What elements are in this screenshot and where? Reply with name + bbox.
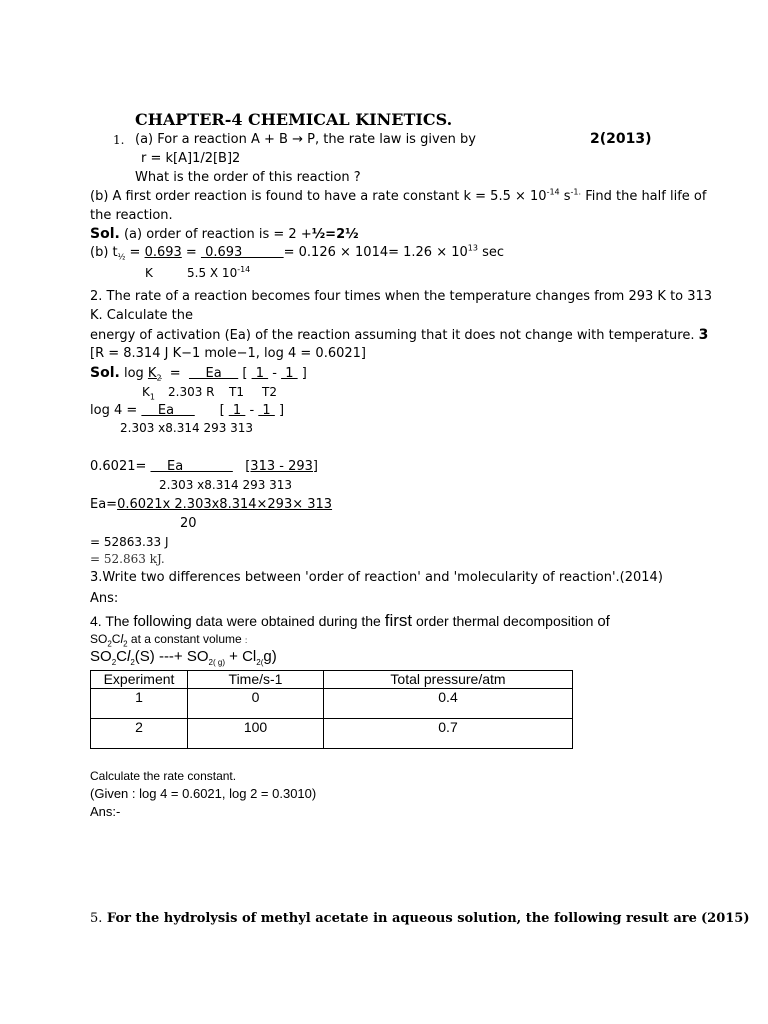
table-cell: 100	[188, 719, 324, 749]
q2-den-k1: $K_1$	[142, 385, 155, 402]
table-row	[91, 719, 573, 749]
q2-den-t1: T1	[229, 385, 244, 399]
table-header-row	[91, 671, 573, 689]
q1-solution-a: Sol. (a) order of reaction is = 2 +½=2½	[90, 226, 359, 242]
table-header: Total pressure/atm	[324, 671, 573, 689]
q4-reaction: $SO_2Cl_2(S)$ ---+ $SO_{2( g)} + Cl_{2(}g$)	[90, 648, 277, 667]
table-cell: 1	[91, 689, 188, 719]
q2-den-r: 2.303 R	[168, 385, 215, 399]
q2-line-2: K. Calculate the	[90, 308, 193, 323]
q1-denominator-value: 5.5 X $10^{-14}$	[187, 265, 251, 280]
q4-given: (Given : log 4 = 0.6021, log 2 = 0.3010)	[90, 786, 317, 801]
q2-line-3: energy of activation (Ea) of the reaction assuming that it does not change with temperature. 3	[90, 327, 709, 343]
q2-ea-den: 20	[180, 516, 197, 531]
q1-rate-law: r = k[A]1/2[B]2	[141, 151, 241, 166]
q3-text: 3.Write two differences between 'order of reaction' and 'molecularity of reaction'.(2014)	[90, 570, 663, 585]
q1-number: 1.	[113, 133, 125, 147]
q1-part-b: (b) A first order reaction is found to have a rate constant $k = 5.5 \times 10^{-14}$ $s^{-1.}$ Find the half life of	[90, 187, 707, 204]
q2-value-den: 2.303 x8.314 293 313	[159, 478, 293, 492]
table-header: Experiment	[91, 671, 188, 689]
q2-den-t2: T2	[262, 385, 277, 399]
q3-answer-label: Ans:	[90, 591, 119, 606]
table-cell: 0	[188, 689, 324, 719]
q1-part-a: (a) For a reaction A + B → P, the rate law is given by	[135, 132, 476, 147]
q1-marks: 2(2013)	[590, 131, 652, 147]
q2-log4-eq: log 4 = Ea [ 1 - 1 ]	[90, 403, 285, 418]
q4-answer-label: Ans:-	[90, 804, 121, 819]
q2-line-1: 2. The rate of a reaction becomes four times when the temperature changes from 293 K to 313	[90, 289, 713, 304]
table-cell: 2	[91, 719, 188, 749]
q2-result-j: = 52863.33 J	[90, 535, 169, 549]
q1-denominator-k: K	[145, 266, 153, 280]
q2-ea-expr: Ea=0.6021x 2.303x8.314×293× 313	[90, 497, 333, 512]
table-cell: 0.4	[324, 689, 573, 719]
q2-value-eq: 0.6021= Ea [313 - 293]	[90, 459, 318, 474]
table-header: Time/s-1	[188, 671, 324, 689]
table-cell: 0.7	[324, 719, 573, 749]
q1-solution-b: (b) $t_{\frac{1}{2}} = 0.693 = 0.693$ = $0.126 \times 1014= 1.26 \times 10^{13}$ sec	[90, 243, 505, 262]
q2-result-kj: = 52.863 kJ.	[90, 552, 165, 566]
chapter-title: CHAPTER-4 CHEMICAL KINETICS.	[135, 110, 453, 129]
q4-compound-line: $SO_2Cl_2$ at a constant volume :	[90, 632, 248, 649]
q4-intro: 4. The following data were obtained during the first order thermal decomposition of	[90, 611, 610, 630]
q2-solution-eq: Sol. $\log K_2$ = Ea [ 1 - 1 ]	[90, 365, 307, 383]
q2-log4-den: 2.303 x8.314 293 313	[120, 421, 254, 435]
q1-part-b-cont: the reaction.	[90, 208, 173, 223]
q4-calc: Calculate the rate constant.	[90, 769, 237, 783]
data-table	[90, 670, 573, 749]
q1-question: What is the order of this reaction ?	[135, 170, 361, 185]
q2-given: [R = 8.314 J K−1 mole−1, log 4 = 0.6021]	[90, 346, 366, 361]
table-row	[91, 689, 573, 719]
q5-text: 5. For the hydrolysis of methyl acetate in aqueous solution, the following result are (2015)	[90, 911, 750, 926]
